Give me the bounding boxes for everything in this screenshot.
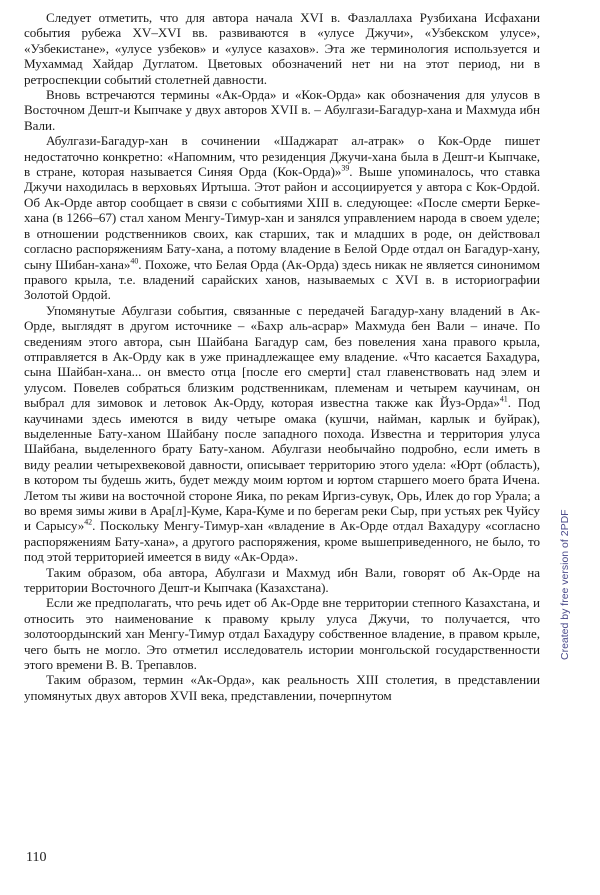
footnote-ref-40: 40 <box>130 256 139 266</box>
paragraph-7 <box>24 672 540 703</box>
paragraph-1 <box>24 10 540 87</box>
paragraph-4-text-end: . Поскольку Менгу-Тимур-хан «владение в Ак-Орде отдал Вахадуру «согласно распоряжениям Бату-хана», а другого распоряжения, кроме вышеприведенного, не было, то под этой территорией имеется в виду «Ак-Орда». <box>24 518 541 565</box>
paragraph-1-text: Следует отметить, что для автора начала XVI в. Фазлаллаха Рузбихана Исфахани события рубежа XV–XVI вв. развиваются в «улусе Джучи», «Узбекском улусе», «Узбекистане», «улусе узбеков» и «улусе казахов». Эта же терминология используется и Мухаммад Хайдар Дуглатом. Цветовых обозначений нет ни на этот период, ни в ретроспекции событий столетней давности. <box>24 10 540 87</box>
paragraph-4 <box>24 303 540 565</box>
paragraph-6 <box>24 595 540 672</box>
footnote-ref-42: 42 <box>84 518 93 528</box>
paragraph-3 <box>24 133 540 302</box>
paragraph-4-text: Упомянутые Абулгази события, связанные с передачей Багадур-хану владений в Ак-Орде, выглядят в другом источнике – «Бахр аль-асрар» Махмуда бен Вали – иначе. По сведениям этого автора, сын Шайбана Багадур сам, без повеления хана правого крыла, отправляется в Ак-Орду как в уже принадлежащее ему владение. «Что касается Бахадура, сына Шайбан-хана... он вместо отца [после его смерти] стал главенствовать над элем и улусом. Повелев собраться близким родственникам, племенам и четырем каучинам, он выбрал для зимовок и летовок Ак-Орду, которая известна также как Йуз-Орда» <box>24 302 540 411</box>
watermark-text: Created by free version of 2PDF <box>559 509 571 660</box>
paragraph-3-text-cont: . Выше упоминалось, что ставка Джучи находилась в верховьях Иртыша. Этот район и ассоциируется у автора с Кок-Ордой. Об Ак-Орде автор сообщает в связи с событиями XIII в. следующее: «После смерти Берке-хана (в 1266–67) стал ханом Менгу-Тимур-хан и занялся управлением народа в своем уделе; в отношении родственников своих, как старших, так и младших в роде, он действовал согласно распоряжениям Бату-хана, а потому владение в Белой Орде отдал он Багадур-хану, сыну Шибан-хана» <box>24 164 540 272</box>
paragraph-4-text-cont: . Под каучинами здесь имеются в виду четыре омака (кушчи, найман, карлык и буйрак), выделенные Бату-ханом Шайбану после западного похода. Известна и территория улуса Шайбана, выделенного брату Бату-ханом. Абулгази необычайно подробно, если иметь в виду реалии четырехвековой давности, описывает территорию этого удела: «Юрт (область), в котором ты будешь жить, будет между моим юртом и юртом старшего моего брата Ичена. Летом ты живи на восточной стороне Яика, по рекам Иргиз-сувук, Орь, Илек до гор Урала; а во время зимы живи в Ара[л]-Куме, Кара-Куме и по берегам реки Сыр, при устьях рек Чуйсу и Сарысу» <box>24 395 540 534</box>
paragraph-3-text: Абулгази-Багадур-хан в сочинении «Шаджарат ал-атрак» о Кок-Орде пишет недостаточно конкретно: «Напомним, что резиденция Джучи-хана была в Дешт-и Кыпчаке, в стране, которая называется Синяя Орда (Кок-Орда)» <box>24 133 540 180</box>
footnote-ref-39: 39 <box>341 163 350 173</box>
paragraph-5 <box>24 565 540 596</box>
paragraph-5-text: Таким образом, оба автора, Абулгази и Махмуд ибн Вали, говорят об Ак-Орде на территории Восточного Дешт-и Кыпчака (Казахстана). <box>24 564 540 596</box>
paragraph-2 <box>24 87 540 133</box>
paragraph-7-text: Таким образом, термин «Ак-Орда», как реальность XIII столетия, в представлении упомянутых двух авторов XVII века, представлении, почерпнутом <box>24 672 540 703</box>
page-number: 110 <box>26 850 47 865</box>
paragraph-3-text-end: . Похоже, что Белая Орда (Ак-Орда) здесь никак не является синонимом правого крыла, т.е. владений сарайских ханов, называемых с XVI в. в историографии Золотой Ордой. <box>24 256 540 303</box>
paragraph-6-text: Если же предполагать, что речь идет об Ак-Орде вне территории степного Казахстана, и относить это наименование к правому крылу улуса Джучи, то получается, что золотоордынский хан Менгу-Тимур отдал Бахадуру собственное владение, в правом крыле, чего быть не могло. Это отметил исследователь истории монгольской государственности этого времени В. В. Трепавлов. <box>24 595 540 673</box>
body-text <box>24 10 540 703</box>
footnote-ref-41: 41 <box>499 394 508 404</box>
paragraph-2-text: Вновь встречаются термины «Ак-Орда» и «Кок-Орда» как обозначения для улусов в Восточном Дешт-и Кыпчаке у двух авторов XVII в. – Абулгази-Багадур-хана и Махмуда ибн Вали. <box>24 87 540 133</box>
